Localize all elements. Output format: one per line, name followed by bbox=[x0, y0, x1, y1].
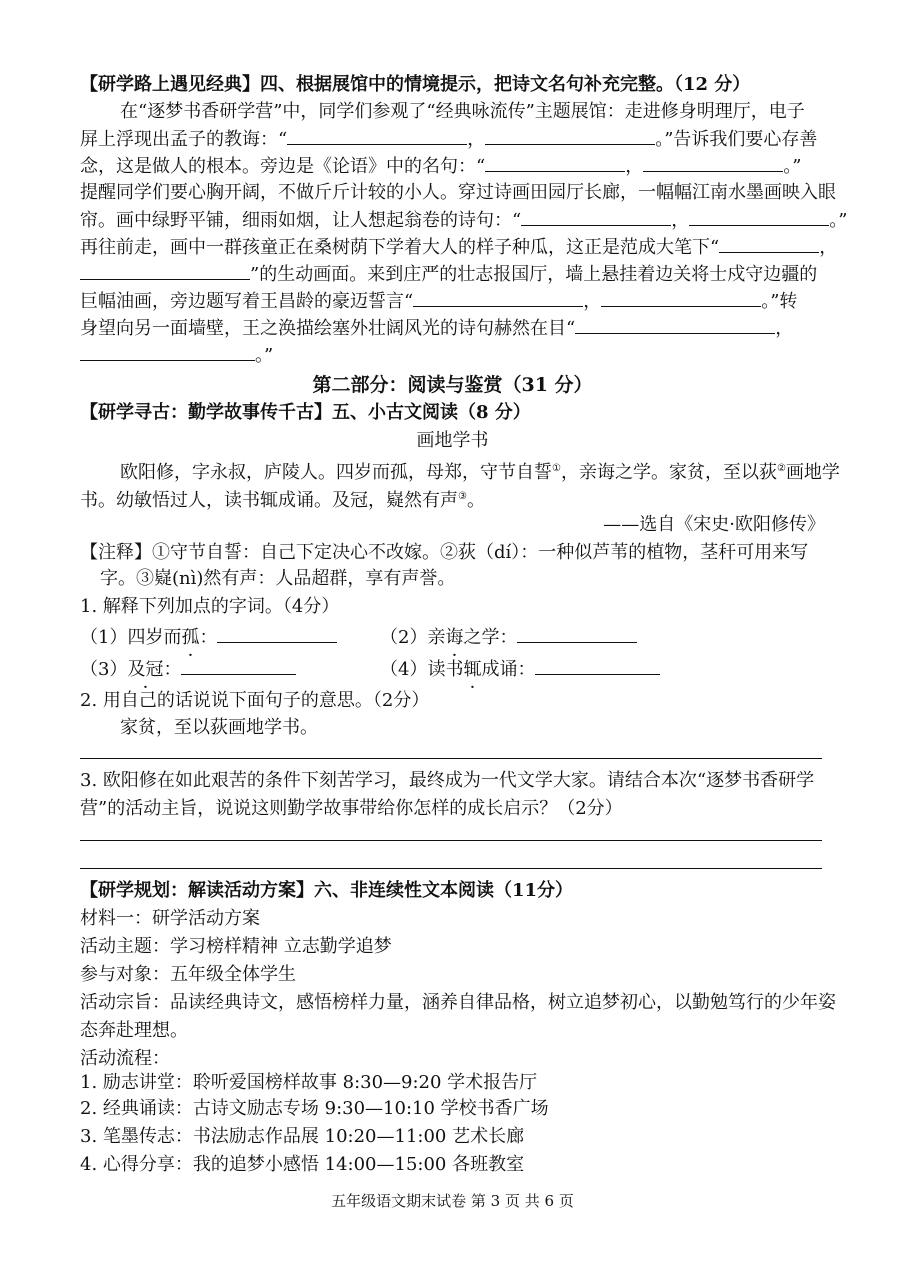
dotted-word: 诲 bbox=[445, 627, 464, 648]
text: （4）读书 bbox=[380, 659, 464, 680]
classical-text-line bbox=[120, 456, 865, 486]
text: 之学： bbox=[463, 627, 518, 648]
text: ， bbox=[583, 291, 602, 312]
question-2-sentence: 家贫，至以荻画地学书。 bbox=[120, 717, 318, 738]
text: 。” bbox=[783, 156, 802, 177]
answer-blank[interactable] bbox=[535, 656, 660, 675]
q1-item-2 bbox=[380, 627, 637, 648]
activity-step: 3. 笔墨传志：书法励志作品展 10:20—11:00 艺术长廊 bbox=[80, 1126, 525, 1147]
text: ： bbox=[163, 659, 182, 680]
answer-blank[interactable] bbox=[575, 315, 775, 334]
question-1-items bbox=[80, 624, 825, 651]
section4-para-line bbox=[80, 207, 848, 234]
footnote-mark: ① bbox=[552, 463, 561, 474]
classical-text-line bbox=[80, 484, 825, 514]
activity-step: 2. 经典诵读：古诗文励志专场 9:30—10:10 学校书香广场 bbox=[80, 1098, 549, 1119]
text: 。”转 bbox=[761, 291, 798, 312]
text: ， bbox=[467, 129, 486, 150]
dotted-word: 孤 bbox=[181, 627, 200, 648]
answer-line[interactable] bbox=[80, 840, 822, 841]
q1-item-3 bbox=[80, 656, 380, 683]
activity-step: 4. 心得分享：我的追梦小感悟 14:00—15:00 各班教室 bbox=[80, 1154, 525, 1175]
activity-step: 1. 励志讲堂：聆听爱国榜样故事 8:30—9:20 学术报告厅 bbox=[80, 1072, 538, 1093]
answer-blank[interactable] bbox=[719, 234, 819, 253]
activity-purpose: 态奔赴理想。 bbox=[80, 1020, 188, 1041]
section4-para-line: 在“逐梦书香研学营”中，同学们参观了“经典咏流传”主题展馆：走进修身明理厅，电子 bbox=[120, 101, 805, 122]
answer-blank[interactable] bbox=[521, 207, 671, 226]
text: 。” bbox=[829, 210, 848, 231]
q1-item-1 bbox=[80, 624, 380, 651]
answer-blank[interactable] bbox=[217, 624, 337, 643]
answer-blank[interactable] bbox=[485, 153, 625, 172]
dotted-word: 辄 bbox=[463, 659, 482, 680]
text: （1）四岁而 bbox=[80, 627, 182, 648]
answer-line[interactable] bbox=[80, 868, 822, 869]
footnote-mark: ③ bbox=[458, 491, 467, 502]
text: 。” bbox=[255, 345, 274, 366]
section4-para-line bbox=[80, 315, 825, 342]
answer-blank[interactable] bbox=[485, 126, 655, 145]
question-1-items bbox=[80, 656, 825, 683]
text: 身望向另一面墙壁，王之涣描绘塞外壮阔风光的诗句赫然在目“ bbox=[80, 318, 576, 339]
part2-heading: 第二部分：阅读与鉴赏（31 分） bbox=[312, 374, 593, 396]
answer-blank[interactable] bbox=[517, 624, 637, 643]
text: ， bbox=[775, 318, 794, 339]
answer-blank[interactable] bbox=[80, 261, 250, 280]
annotation-line: 字。③嶷(nì)然有声：人品超群，享有声誉。 bbox=[100, 568, 456, 589]
text: 成诵： bbox=[481, 659, 536, 680]
text: 再往前走，画中一群孩童正在桑树荫下学着大人的样子种瓜，这正是范成大笔下“ bbox=[80, 237, 720, 258]
answer-blank[interactable] bbox=[181, 656, 296, 675]
answer-blank[interactable] bbox=[601, 288, 761, 307]
text: 欧阳修，字永叔，庐陵人。四岁而孤，母郑，守节自誓 bbox=[120, 462, 552, 483]
section4-para-line bbox=[80, 342, 825, 369]
section4-para-line bbox=[80, 234, 838, 261]
section4-para-line bbox=[80, 126, 825, 153]
text: 帘。画中绿野平铺，细雨如烟，让人想起翁卷的诗句：“ bbox=[80, 210, 522, 231]
text: ， bbox=[625, 156, 644, 177]
page-footer: 五年级语文期末试卷 第 3 页 共 6 页 bbox=[331, 1192, 574, 1210]
text: ，亲诲之学。家贫，至以荻 bbox=[560, 462, 777, 483]
question-3-line: 营”的活动主旨，说说这则勤学故事带给你怎样的成长启示？（2分） bbox=[80, 798, 623, 819]
text: 画地学 bbox=[785, 462, 840, 483]
question-3-line: 3. 欧阳修在如此艰苦的条件下刻苦学习，最终成为一代文学大家。请结合本次“逐梦书香研学 bbox=[80, 770, 815, 791]
text: 。 bbox=[466, 490, 485, 511]
q1-item-4 bbox=[380, 659, 660, 680]
section4-para-line bbox=[80, 153, 825, 180]
text: 书。幼敏悟过人，读书辄成诵。及冠，嶷然有声 bbox=[80, 490, 458, 511]
text: ： bbox=[199, 627, 218, 648]
text: （3） bbox=[80, 659, 128, 680]
answer-line[interactable] bbox=[80, 758, 822, 759]
text: 念，这是做人的根本。旁边是《论语》中的名句：“ bbox=[80, 156, 486, 177]
classical-text-title: 画地学书 bbox=[416, 430, 489, 451]
text: 。”告诉我们要心存善 bbox=[655, 129, 818, 150]
annotation-line: 【注释】①守节自誓：自己下定决心不改嫁。②荻（dí）：一种似芦苇的植物，茎秆可用来写 bbox=[80, 542, 809, 563]
activity-flow-label: 活动流程： bbox=[80, 1048, 170, 1069]
answer-blank[interactable] bbox=[287, 126, 467, 145]
text: ， bbox=[671, 210, 690, 231]
text: 巨幅油画，旁边题写着王昌龄的豪迈誓言“ bbox=[80, 291, 414, 312]
question-1: 1. 解释下列加点的字词。（4分） bbox=[80, 596, 340, 617]
section4-title: 【研学路上遇见经典】四、根据展馆中的情境提示，把诗文名句补充完整。（12 分） bbox=[80, 74, 751, 95]
text: ”的生动画面。来到庄严的壮志报国厅，墙上悬挂着边关将士戍守边疆的 bbox=[250, 264, 818, 285]
answer-blank[interactable] bbox=[80, 342, 255, 361]
footnote-mark: ② bbox=[776, 463, 786, 474]
material-1-title: 材料一：研学活动方案 bbox=[80, 908, 260, 929]
answer-blank[interactable] bbox=[643, 153, 783, 172]
activity-purpose: 活动宗旨：品读经典诗文，感悟榜样力量，涵养自律品格，树立追梦初心，以勤勉笃行的少年姿 bbox=[80, 992, 836, 1013]
activity-theme: 活动主题：学习榜样精神 立志勤学追梦 bbox=[80, 936, 392, 957]
section4-para-line bbox=[80, 288, 825, 315]
section4-para-line: 提醒同学们要心胸开阔，不做斤斤计较的小人。穿过诗画田园厅长廊，一幅幅江南水墨画映入眼 bbox=[80, 182, 836, 203]
section5-title: 【研学寻古：勤学故事传千古】五、小古文阅读（8 分） bbox=[80, 402, 531, 423]
text: ， bbox=[819, 237, 838, 258]
question-2: 2. 用自己的话说说下面句子的意思。（2分） bbox=[80, 690, 430, 711]
answer-blank[interactable] bbox=[413, 288, 583, 307]
classical-text-source: ——选自《宋史·欧阳修传》 bbox=[603, 514, 825, 535]
text: （2）亲 bbox=[380, 627, 446, 648]
answer-blank[interactable] bbox=[689, 207, 829, 226]
activity-audience: 参与对象：五年级全体学生 bbox=[80, 964, 296, 985]
dotted-word: 及冠 bbox=[127, 659, 164, 680]
section6-title: 【研学规划：解读活动方案】六、非连续性文本阅读（11分） bbox=[80, 880, 574, 901]
section4-para-line bbox=[80, 261, 825, 288]
text: 屏上浮现出孟子的教诲：“ bbox=[80, 129, 288, 150]
